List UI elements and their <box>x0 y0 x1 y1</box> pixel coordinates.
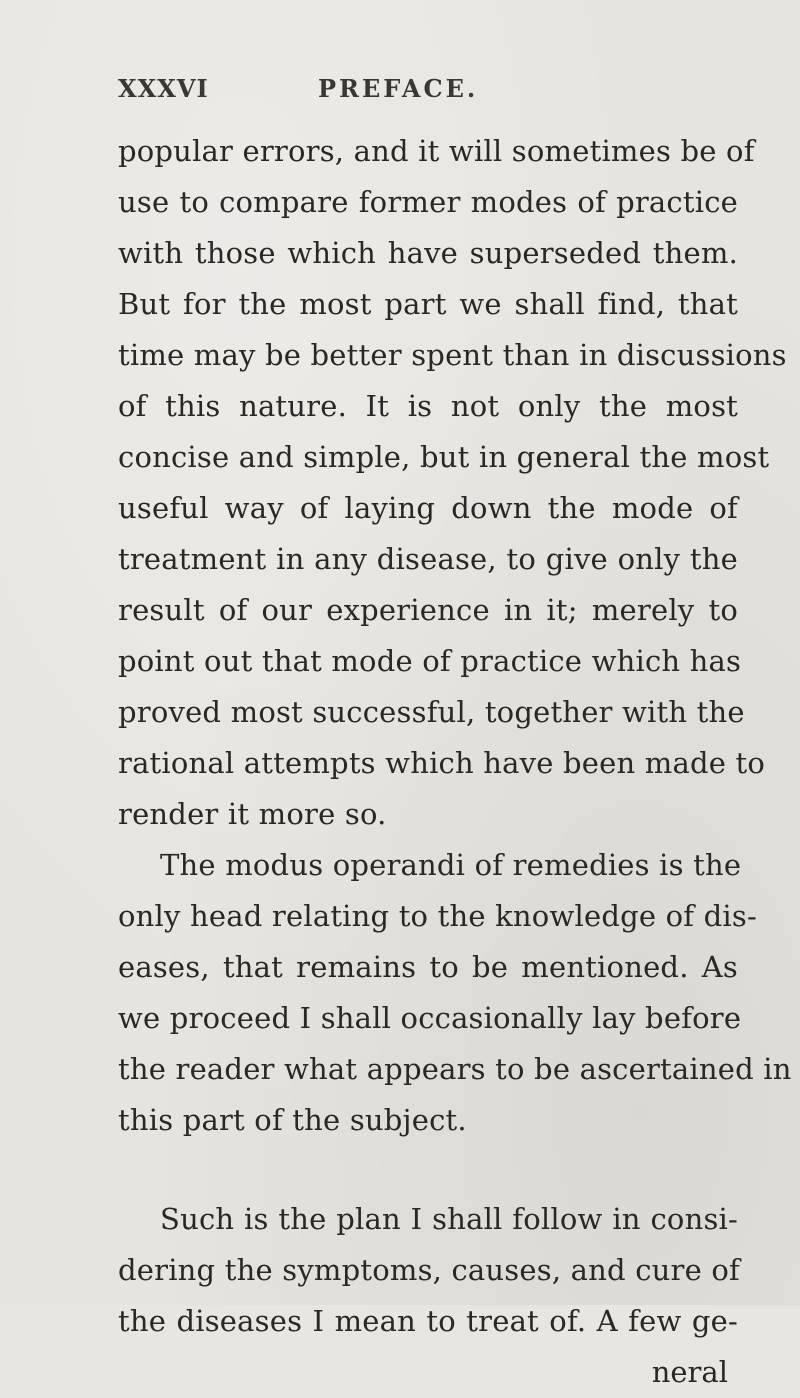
text-line: this part of the subject. <box>118 1103 467 1137</box>
text-line: only head relating to the knowledge of dis- <box>118 899 757 933</box>
text-line: eases, that remains to be mentioned. As <box>118 950 738 984</box>
text-line: use to compare former modes of practice <box>118 185 738 219</box>
paragraph-3 <box>118 1194 738 1347</box>
text-line: rational attempts which have been made to <box>118 746 766 780</box>
paragraph-2 <box>118 840 792 1146</box>
text-line: with those which have superseded them. <box>118 236 738 270</box>
text-line: concise and simple, but in general the most <box>118 440 770 474</box>
page-number: XXXVI <box>118 74 209 103</box>
text-line: time may be better spent than in discussions <box>118 338 787 372</box>
text-line: But for the most part we shall find, that <box>118 287 738 321</box>
text-line: point out that mode of practice which has <box>118 644 742 678</box>
text-line: The modus operandi of remedies is the <box>160 848 742 882</box>
running-title: PREFACE. <box>318 74 479 103</box>
text-line: we proceed I shall occasionally lay before <box>118 1001 742 1035</box>
catchword: neral <box>651 1355 728 1389</box>
running-head <box>118 74 718 108</box>
text-line: proved most successful, together with the <box>118 695 745 729</box>
paragraph-spacer <box>118 1146 738 1194</box>
text-line: treatment in any disease, to give only the <box>118 542 738 576</box>
text-line: render it more so. <box>118 797 387 831</box>
text-line: the diseases I mean to treat of. A few ge- <box>118 1304 738 1338</box>
text-line: of this nature. It is not only the most <box>118 389 738 423</box>
text-line: popular errors, and it will sometimes be of <box>118 134 755 168</box>
text-line: the reader what appears to be ascertained in <box>118 1052 792 1086</box>
text-line: result of our experience in it; merely to <box>118 593 738 627</box>
text-line: useful way of laying down the mode of <box>118 491 738 525</box>
body-text <box>118 126 792 1398</box>
text-line: Such is the plan I shall follow in consi- <box>160 1202 738 1236</box>
paragraph-1 <box>118 126 787 840</box>
text-line: dering the symptoms, causes, and cure of <box>118 1253 740 1287</box>
